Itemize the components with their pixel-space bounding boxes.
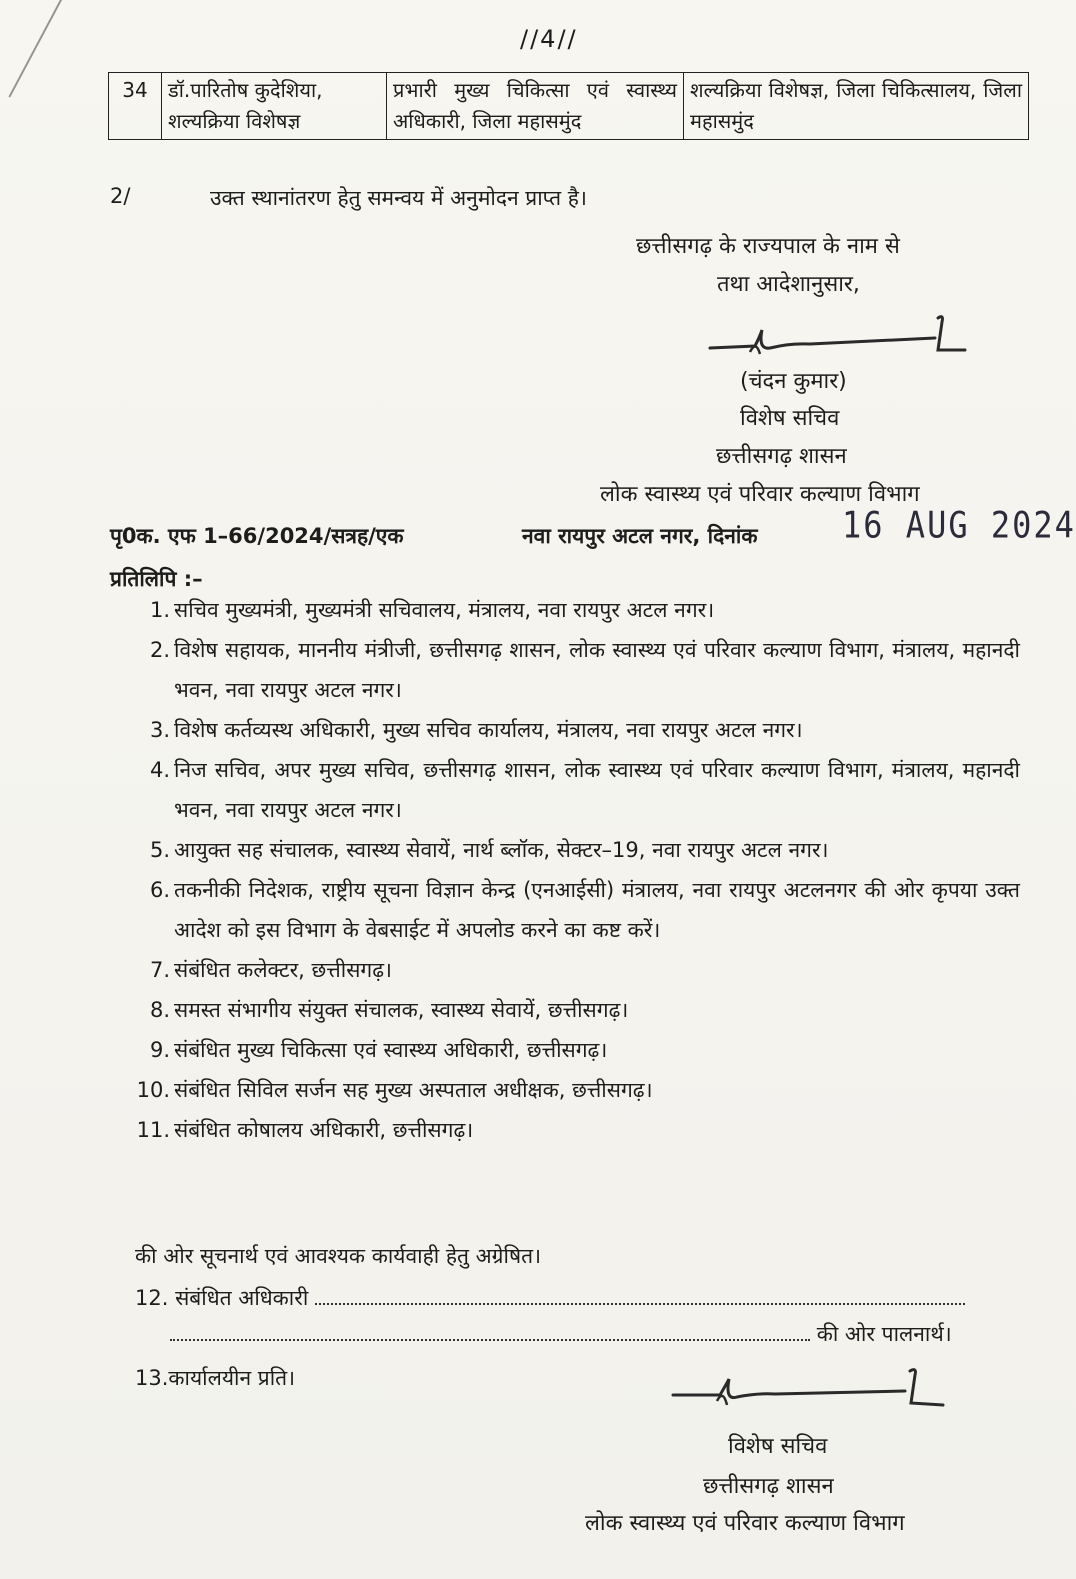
list-item-text: विशेष सहायक, माननीय मंत्रीजी, छत्तीसगढ़ शासन, लोक स्वास्थ्य एवं परिवार कल्याण विभाग, मंत्रालय, महानदी भवन, नवा रायपुर अटल नगर। <box>174 638 1020 702</box>
list-item-number: 6. <box>149 878 170 902</box>
serial-number-cell: 34 <box>109 73 162 140</box>
paragraph-number: 2/ <box>110 184 131 208</box>
item-13 <box>135 1364 295 1392</box>
list-item-text: तकनीकी निदेशक, राष्ट्रीय सूचना विज्ञान केन्द्र (एनआईसी) मंत्रालय, नवा रायपुर अटलनगर की ओर कृपया उक्त आदेश को इस विभाग के वेबसाईट में अपलोड करने का कष्ट करें। <box>174 878 1020 942</box>
item-12-suffix: की ओर पालनार्थ। <box>816 1322 952 1346</box>
final-signatory-department: लोक स्वास्थ्य एवं परिवार कल्याण विभाग <box>585 1511 905 1536</box>
item-13-text: कार्यालयीन प्रति। <box>168 1366 296 1390</box>
list-item-number: 7. <box>149 958 170 982</box>
list-item-number: 1. <box>149 598 170 622</box>
signatory-designation: विशेष सचिव <box>740 406 840 431</box>
list-item-number: 2. <box>149 638 170 662</box>
list-item-text: समस्त संभागीय संयुक्त संचालक, स्वास्थ्य सेवायें, छत्तीसगढ़। <box>174 998 629 1022</box>
list-item-text: संबंधित कलेक्टर, छत्तीसगढ़। <box>174 958 392 982</box>
list-item <box>130 710 1020 750</box>
signatory-government: छत्तीसगढ़ शासन <box>716 444 847 469</box>
fill-in-dotted-line <box>170 1339 810 1341</box>
signatory-name: (चंदन कुमार) <box>740 369 847 394</box>
authority-line-1: छत्तीसगढ़ के राज्यपाल के नाम से <box>636 234 900 259</box>
transfer-table <box>108 72 1029 140</box>
list-item <box>130 1110 1020 1150</box>
signature-image <box>665 1365 955 1420</box>
list-item <box>130 750 1020 830</box>
list-item-text: निज सचिव, अपर मुख्य सचिव, छत्तीसगढ़ शासन, लोक स्वास्थ्य एवं परिवार कल्याण विभाग, मंत्रालय, महानदी भवन, नवा रायपुर अटल नगर। <box>174 758 1020 822</box>
endorsement-reference: पृ0क. एफ 1–66/2024/सत्रह/एक <box>110 524 404 548</box>
item-12 <box>135 1284 965 1312</box>
list-item-text: आयुक्त सह संचालक, स्वास्थ्य सेवायें, नार्थ ब्लॉक, सेक्टर–19, नवा रायपुर अटल नगर। <box>174 838 829 862</box>
item-13-number: 13. <box>135 1366 169 1390</box>
list-item <box>130 1030 1020 1070</box>
date-stamp: 16 AUG 2024 <box>842 503 1076 547</box>
signatory-department: लोक स्वास्थ्य एवं परिवार कल्याण विभाग <box>600 482 920 507</box>
page-corner-fold <box>0 0 67 98</box>
list-item-text: संबंधित सिविल सर्जन सह मुख्य अस्पताल अधीक्षक, छत्तीसगढ़। <box>174 1078 653 1102</box>
table-row <box>109 73 1029 140</box>
list-item-text: संबंधित कोषालय अधिकारी, छत्तीसगढ़। <box>174 1118 474 1142</box>
list-item-number: 4. <box>149 758 170 782</box>
list-item <box>130 870 1020 950</box>
fill-in-dotted-line <box>315 1303 965 1305</box>
list-item-number: 3. <box>149 718 170 742</box>
current-post-cell: प्रभारी मुख्य चिकित्सा एवं स्वास्थ्य अधिकारी, जिला महासमुंद <box>387 73 684 140</box>
list-item <box>130 630 1020 710</box>
list-item <box>130 990 1020 1030</box>
item-12-text: संबंधित अधिकारी <box>175 1286 309 1310</box>
authority-line-2: तथा आदेशानुसार, <box>717 272 860 297</box>
list-item-number: 9. <box>149 1038 170 1062</box>
list-item-text: विशेष कर्तव्यस्थ अधिकारी, मुख्य सचिव कार्यालय, मंत्रालय, नवा रायपुर अटल नगर। <box>174 718 803 742</box>
list-item-number: 8. <box>149 998 170 1022</box>
list-item <box>130 590 1020 630</box>
officer-name-cell: डॉ.पारितोष कुदेशिया, शल्यक्रिया विशेषज्ञ <box>162 73 387 140</box>
item-12-number: 12. <box>135 1286 169 1310</box>
list-item <box>130 950 1020 990</box>
list-item-text: संबंधित मुख्य चिकित्सा एवं स्वास्थ्य अधिकारी, छत्तीसगढ़। <box>174 1038 608 1062</box>
list-item-number: 5. <box>149 838 170 862</box>
signature-image <box>700 310 980 365</box>
list-item-text: सचिव मुख्यमंत्री, मुख्यमंत्री सचिवालय, मंत्रालय, नवा रायपुर अटल नगर। <box>174 598 715 622</box>
list-item <box>130 1070 1020 1110</box>
approval-paragraph: उक्त स्थानांतरण हेतु समन्वय में अनुमोदन प्राप्त है। <box>210 186 587 210</box>
list-item-number: 11. <box>136 1118 170 1142</box>
endorsement-place: नवा रायपुर अटल नगर, दिनांक <box>522 524 758 548</box>
copy-list <box>130 590 1020 1150</box>
item-12-continuation <box>170 1320 952 1348</box>
new-post-cell: शल्यक्रिया विशेषज्ञ, जिला चिकित्सालय, जिला महासमुंद <box>684 73 1029 140</box>
forward-note: की ओर सूचनार्थ एवं आवश्यक कार्यवाही हेतु अग्रेषित। <box>135 1244 542 1268</box>
final-signatory-designation: विशेष सचिव <box>728 1434 828 1459</box>
copy-heading: प्रतिलिपि :– <box>110 567 203 591</box>
list-item <box>130 830 1020 870</box>
list-item-number: 10. <box>136 1078 170 1102</box>
final-signatory-government: छत्तीसगढ़ शासन <box>703 1474 834 1499</box>
page-number: //4// <box>520 25 578 53</box>
